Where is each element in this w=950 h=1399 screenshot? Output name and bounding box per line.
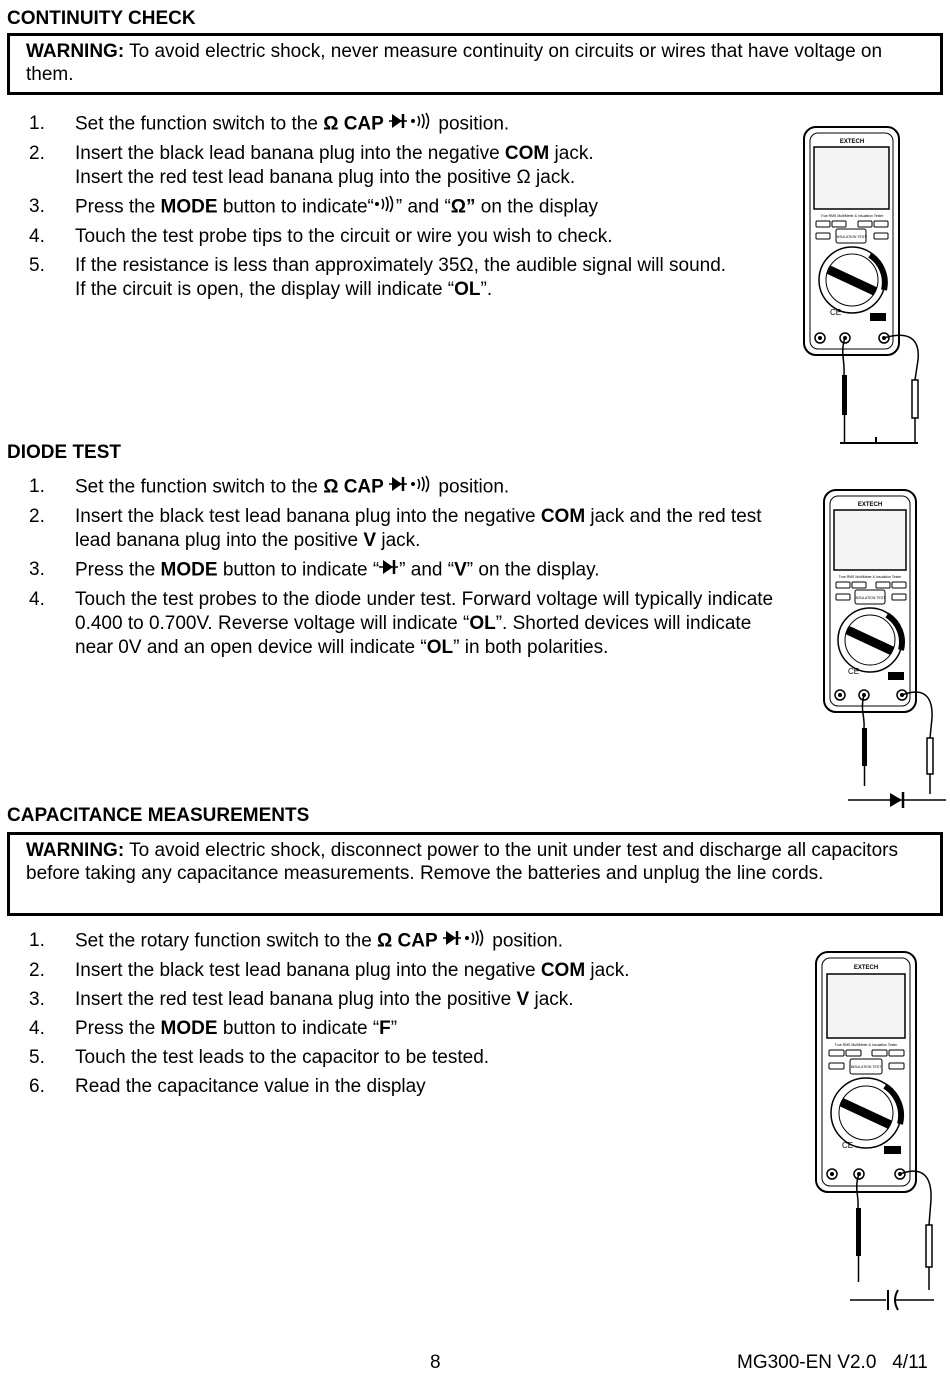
diode-continuity-icon	[389, 112, 433, 137]
step-bold: MODE	[160, 196, 218, 218]
multimeter-illustration-diode	[820, 488, 948, 808]
list-item	[7, 1075, 797, 1099]
meter-brand: EXTECH	[853, 965, 879, 971]
step-number: 4.	[29, 226, 45, 247]
step-number: 6.	[29, 1076, 45, 1097]
list-item	[7, 475, 797, 500]
continuity-sound-icon	[374, 195, 396, 220]
diode-icon	[379, 558, 399, 583]
step-text: on the display	[475, 196, 599, 218]
step-text: Set the rotary function switch to the	[75, 930, 378, 952]
step-text: Set the function switch to the	[75, 113, 324, 135]
step-number: 4.	[29, 589, 45, 610]
step-bold: Ω”	[450, 196, 476, 218]
step-text: Insert the black test lead banana plug into the negative	[75, 960, 541, 981]
step-number: 5.	[29, 1047, 45, 1068]
meter-subtitle: True RMS MultiMeter & Insulation Tester	[838, 575, 902, 579]
step-bold: Ω CAP	[377, 930, 438, 952]
list-item	[7, 142, 797, 190]
step-number: 2.	[29, 506, 45, 527]
svg-text:CE: CE	[848, 667, 860, 676]
warning-label: WARNING:	[26, 41, 125, 62]
diode-heading: DIODE TEST	[7, 442, 122, 463]
diode-continuity-icon	[389, 475, 433, 500]
list-item	[7, 558, 797, 583]
step-text: Insert the black lead banana plug into the negative	[75, 143, 505, 164]
step-text: Set the function switch to the	[75, 476, 324, 498]
step-text: ”.	[480, 279, 493, 300]
meter-subtitle: True RMS MultiMeter & Insulation Tester	[834, 1043, 898, 1047]
step-number: 4.	[29, 1018, 45, 1039]
step-text: Insert the red test lead banana plug into the positive	[75, 989, 517, 1010]
step-text: position.	[486, 930, 564, 952]
list-item	[7, 112, 797, 137]
step-text: ” and “	[395, 196, 451, 218]
list-item	[7, 959, 797, 983]
svg-text:CE: CE	[842, 1141, 854, 1150]
list-item	[7, 1046, 797, 1070]
step-bold: COM	[540, 960, 586, 981]
step-text: Ω	[516, 167, 531, 188]
multimeter-illustration-capacitance	[812, 950, 948, 1325]
step-text: Press the	[75, 559, 161, 581]
step-text: Press the	[75, 1018, 161, 1039]
step-bold: Ω CAP	[323, 113, 384, 135]
capacitance-heading: CAPACITANCE MEASUREMENTS	[7, 805, 310, 826]
step-number: 1.	[29, 113, 45, 134]
meter-test-button-label: INSULATION TEST	[854, 596, 886, 600]
step-number: 1.	[29, 930, 45, 951]
warning-text: To avoid electric shock, never measure continuity on circuits or wires that have voltage on them.	[26, 41, 883, 85]
meter-brand: EXTECH	[857, 502, 883, 508]
diode-continuity-icon	[443, 929, 487, 954]
step-text: ” on the display.	[466, 559, 600, 581]
step-number: 1.	[29, 476, 45, 497]
step-text: If the resistance is less than approximately 35Ω, the audible signal will sound.	[75, 255, 727, 276]
step-text: jack and the red test lead banana plug into the positive	[75, 506, 762, 551]
step-bold: OL	[426, 637, 454, 658]
step-text: button to indicate “	[217, 1018, 380, 1039]
step-bold: Ω CAP	[323, 476, 384, 498]
step-text: Touch the test probe tips to the circuit or wire you wish to check.	[75, 226, 613, 247]
step-text: Read the capacitance value in the display	[75, 1076, 426, 1097]
capacitance-warning-box	[7, 832, 943, 916]
list-item	[7, 1017, 797, 1041]
step-text: jack.	[585, 960, 630, 981]
meter-test-button-label: INSULATION TEST	[850, 1065, 882, 1069]
step-number: 2.	[29, 960, 45, 981]
list-item	[7, 988, 797, 1012]
document-id: MG300-EN V2.0 4/11	[737, 1352, 928, 1373]
step-text: ”	[390, 1018, 398, 1039]
meter-test-button-label: INSULATION TEST	[835, 235, 867, 239]
step-text: Insert the black test lead banana plug into the negative	[75, 506, 541, 527]
step-text: Press the	[75, 196, 161, 218]
step-text: Touch the test leads to the capacitor to be tested.	[75, 1047, 490, 1068]
warning-text: To avoid electric shock, disconnect power to the unit under test and discharge all capacitors before taking any capacitance measurements. Remove the batteries and unplug the line cords.	[26, 840, 898, 884]
step-text: button to indicate“	[217, 196, 374, 218]
list-item	[7, 505, 787, 553]
step-bold: COM	[504, 143, 550, 164]
step-number: 3.	[29, 989, 45, 1010]
step-number: 3.	[29, 196, 45, 217]
step-text: jack.	[529, 989, 574, 1010]
step-bold: MODE	[160, 1018, 218, 1039]
step-text: ” and “	[399, 559, 455, 581]
step-bold: COM	[540, 506, 586, 527]
step-bold: V	[363, 530, 377, 551]
step-bold: V	[454, 559, 467, 581]
step-text: ”. Shorted devices will indicate near 0V and an open device will indicate “	[75, 613, 752, 658]
svg-text:CE: CE	[830, 308, 842, 317]
step-text: position.	[433, 113, 510, 135]
list-item	[7, 195, 797, 220]
warning-label: WARNING:	[26, 840, 125, 861]
step-number: 2.	[29, 143, 45, 164]
step-bold: MODE	[160, 559, 218, 581]
step-text: jack.	[549, 143, 594, 164]
step-text: jack.	[376, 530, 421, 551]
diode-steps	[7, 475, 797, 665]
list-item	[7, 254, 797, 302]
step-text: jack.	[530, 167, 576, 188]
multimeter-illustration-continuity	[800, 125, 945, 450]
page-number: 8	[430, 1352, 441, 1373]
step-bold: V	[516, 989, 530, 1010]
step-text: ” in both polarities.	[453, 637, 609, 658]
list-item	[7, 588, 787, 660]
list-item	[7, 929, 797, 954]
continuity-steps	[7, 112, 797, 307]
meter-subtitle: True RMS MultiMeter & Insulation Tester	[820, 214, 884, 218]
step-text: button to indicate “	[217, 559, 380, 581]
step-text: Touch the test probes to the diode under test. Forward voltage will typically indicate 0.400 to 0.700V. Reverse voltage will indicate “	[75, 589, 774, 634]
step-text: If the circuit is open, the display will indicate “	[75, 279, 455, 300]
step-number: 3.	[29, 559, 45, 580]
capacitance-steps	[7, 929, 797, 1104]
step-text: Insert the red test lead banana plug into the positive	[75, 167, 517, 188]
step-bold: OL	[469, 613, 496, 634]
step-bold: F	[379, 1018, 391, 1039]
step-bold: OL	[454, 279, 481, 300]
continuity-heading: CONTINUITY CHECK	[7, 8, 196, 29]
step-number: 5.	[29, 255, 45, 276]
meter-brand: EXTECH	[839, 139, 865, 145]
step-text: position.	[433, 476, 510, 498]
continuity-warning-box	[7, 33, 943, 95]
list-item	[7, 225, 797, 249]
